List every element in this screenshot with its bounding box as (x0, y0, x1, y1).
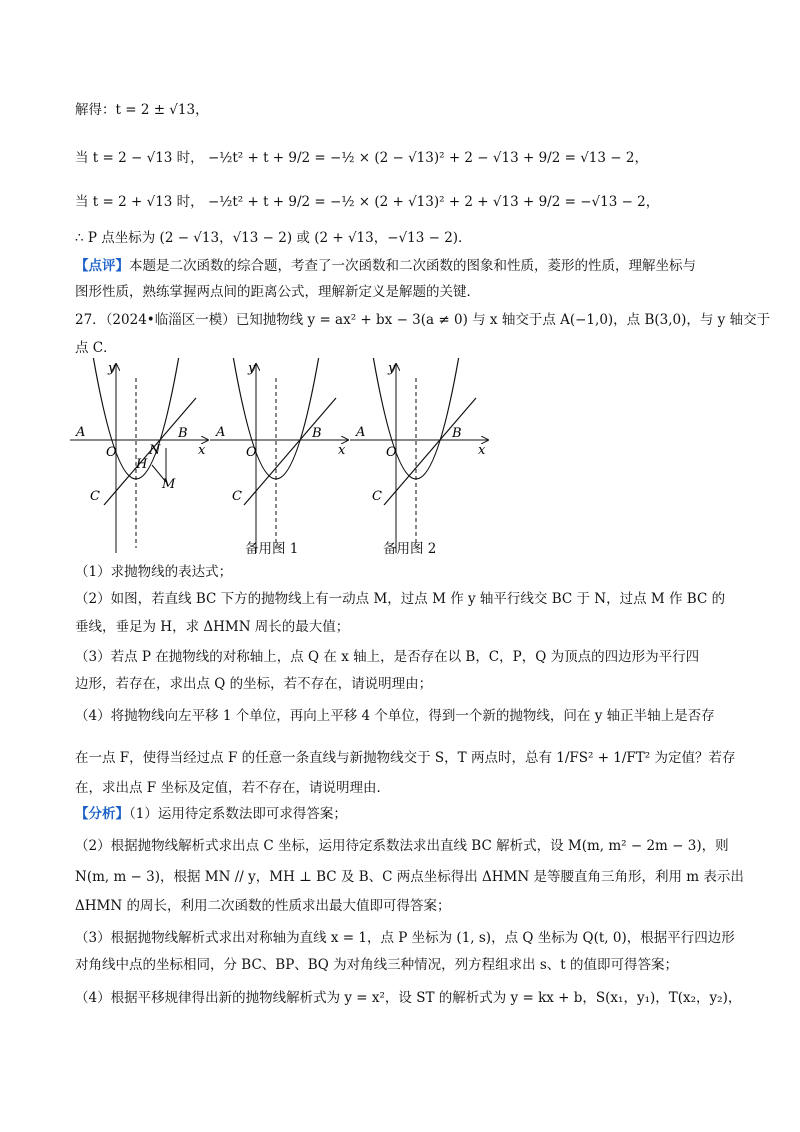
analysis-line-3: N(m, m − 3)，根据 MN // y，MH ⊥ BC 及 B、C 两点坐标得出 ΔHMN 是等腰直角三角形，利用 m 表示出 (75, 869, 744, 885)
main-y-label: y (108, 361, 116, 376)
question-1: （1）求抛物线的表达式； (75, 564, 233, 580)
main-point-b: B (178, 426, 188, 441)
question-2-line-1: （2）如图，若直线 BC 下方的抛物线上有一动点 M，过点 M 作 y 轴平行线交 BC 于 N，过点 M 作 BC 的 (75, 591, 726, 607)
problem-27-line-1: 27．（2024•临淄区一模）已知抛物线 y = ax² + bx − 3(a ≠ 0) 与 x 轴交于点 A(−1,0)，点 B(3,0)，与 y 轴交于 (75, 312, 771, 328)
question-4-line-1: （4）将抛物线向左平移 1 个单位，再向上平移 4 个单位，得到一个新的抛物线，问在 y 轴正半轴上是否存 (75, 708, 715, 724)
question-3-line-1: （3）若点 P 在抛物线的对称轴上，点 Q 在 x 轴上，是否存在以 B，C，P，Q 为顶点的四边形为平行四 (75, 649, 700, 665)
problem-27-line-2: 点 C． (75, 340, 117, 356)
main-point-h: H (136, 457, 148, 472)
analysis-line-6: 对角线中点的坐标相同，分 BC、BP、BQ 为对角线三种情况，列方程组求出 s、t 的值即可得答案； (75, 957, 679, 973)
spare-figure-2 (350, 358, 488, 553)
spare1-y-label: y (248, 361, 256, 376)
spare2-point-a: A (356, 425, 366, 440)
analysis-line-5: （3）根据抛物线解析式求出对称轴为直线 x = 1，点 P 坐标为 (1, s)，点 Q 坐标为 Q(t, 0)，根据平行四边形 (75, 930, 735, 946)
spare1-point-c: C (232, 489, 242, 504)
spare1-x-label: x (338, 443, 346, 458)
spare2-point-b: B (452, 426, 462, 441)
comment-line-2: 图形性质，熟练掌握两点间的距离公式，理解新定义是解题的关键． (75, 284, 480, 300)
analysis-line-4: ΔHMN 的周长，利用二次函数的性质求出最大值即可得答案； (75, 898, 451, 914)
analysis-line-1 (75, 804, 735, 824)
main-point-a: A (76, 425, 86, 440)
spare2-origin: O (386, 445, 397, 460)
main-point-c: C (90, 489, 100, 504)
analysis-line-2: （2）根据抛物线解析式求出点 C 坐标，运用待定系数法求出直线 BC 解析式，设 M(m, m² − 2m − 3)，则 (75, 838, 729, 854)
analysis-line-7: （4）根据平移规律得出新的抛物线解析式为 y = x²，设 ST 的解析式为 y = kx + b，S(x₁，y₁)，T(x₂，y₂)， (75, 990, 742, 1006)
main-x-label: x (198, 443, 206, 458)
text-line-2: 当 t = 2 − √13 时， −½t² + t + 9/2 = −½ × (2 − √13)² + 2 − √13 + 9/2 = √13 − 2， (75, 150, 648, 166)
text-line-3: 当 t = 2 + √13 时， −½t² + t + 9/2 = −½ × (2 + √13)² + 2 + √13 + 9/2 = −√13 − 2， (75, 194, 660, 210)
comment-line-1 (75, 256, 735, 276)
comment-text-1: 本题是二次函数的综合题，考查了一次函数和二次函数的图象和性质，菱形的性质，理解坐标与 (129, 258, 696, 274)
main-figure (70, 358, 208, 553)
spare1-point-b: B (312, 426, 322, 441)
analysis-tag: 【分析】 (75, 806, 129, 822)
text-line-4: ∴ P 点坐标为 (2 − √13，√13 − 2) 或 (2 + √13，−√13 − 2)． (75, 230, 472, 246)
spare-figure-1 (210, 358, 348, 553)
question-4-line-3: 在，求出点 F 坐标及定值，若不存在，请说明理由． (75, 780, 390, 796)
spare2-y-label: y (388, 361, 396, 376)
comment-tag: 【点评】 (75, 258, 129, 274)
figure-caption-1: 备用图 1 (245, 541, 299, 557)
main-point-m: M (162, 477, 176, 492)
question-4-line-2: 在一点 F，使得当经过点 F 的任意一条直线与新抛物线交于 S，T 两点时，总有 1/FS² + 1/FT² 为定值？若存 (75, 750, 736, 766)
text-line-1: 解得：t = 2 ± √13， (75, 102, 209, 118)
spare1-point-a: A (216, 425, 226, 440)
question-2-line-2: 垂线，垂足为 H，求 ΔHMN 周长的最大值； (75, 619, 350, 635)
analysis-text-1: （1）运用待定系数法即可求得答案； (129, 806, 347, 822)
main-point-n: N (149, 443, 161, 458)
parabola-figures (68, 358, 498, 558)
main-origin: O (106, 445, 117, 460)
spare1-origin: O (246, 445, 257, 460)
spare2-x-label: x (478, 443, 486, 458)
spare2-point-c: C (372, 489, 382, 504)
figure-caption-2: 备用图 2 (383, 541, 437, 557)
question-3-line-2: 边形，若存在，求出点 Q 的坐标，若不存在，请说明理由； (75, 676, 433, 692)
